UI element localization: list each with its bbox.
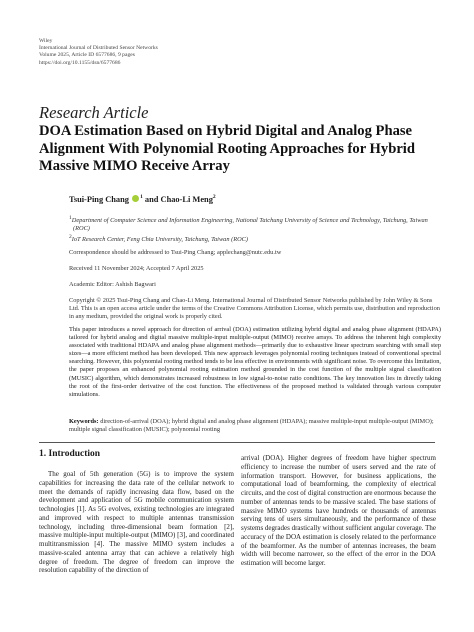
intro-right-column: arrival (DOA). Higher degrees of freedom have higher spectrum efficiency to increase the number of users served and the rate of information transport. However, for business applications, the computational load of beamforming, the complexity of electrical circuits, and the cost of digital construction are enormous because the number of antennas tends to be massive scaled. The base stations of massive MIMO systems have hundreds or thousands of antennas serving tens of users simultaneously, and the performance of these systems degrades drastically without sufficient angular coverage. The accuracy of the DOA estimation is closely related to the performance of the beamformer. As the number of antennas increases, the beam width will become narrower, so the effect of the error in the DOA estimation will become larger. [241, 454, 436, 567]
author-name[interactable]: Chao-Li Meng [160, 194, 213, 204]
correspondence: Correspondence should be addressed to Tsui-Ping Chang; applechang@nutc.edu.tw [69, 249, 282, 256]
divider [39, 442, 435, 443]
keywords [69, 418, 441, 434]
doi-link[interactable]: https://doi.org/10.1155/dsn/6577686 [39, 59, 121, 66]
author-affiliation-mark: 1 [140, 194, 143, 200]
keywords-text: direction-of-arrival (DOA); hybrid digital and analog phase alignment (HDAPA); massive multiple-input multiple-output (MIMO); multiple signal classification (MUSIC); polynomial rooting [69, 418, 434, 434]
keywords-label: Keywords: [69, 418, 99, 425]
abstract: This paper introduces a novel approach for direction of arrival (DOA) estimation utilizing hybrid digital and analog phase alignment (HDAPA) tailored for hybrid analog and digital massive multiple-input multiple-output (MIMO) receive arrays. To address the inherent high complexity associated with traditional HDAPA and analog phase alignment methods—primarily due to exhaustive linear spectrum searching with small step sizes—a more efficient method has been developed. This new approach leverages polynomial rooting techniques instead of conventional spectral searching. However, this polynomial rooting method tends to be less effective in environments with significant noise. To overcome this limitation, the paper proposes an enhanced polynomial rooting estimation method grounded in the cost function of the multiple signal classification (MUSIC) algorithm, which demonstrates increased robustness in low signal-to-noise ratio conditions. The key innovation lies in directly taking the root of the first-order derivative of the cost function. The effectiveness of the proposed method is validated through various computer simulations. [69, 326, 441, 398]
section-heading: 1. Introduction [39, 449, 101, 459]
author-line [69, 194, 216, 204]
affiliation-mark: 1 [69, 215, 72, 221]
volume-line: Volume 2025, Article ID 6577686, 9 pages [39, 52, 135, 59]
publisher: Wiley [39, 38, 53, 44]
copyright: Copyright © 2025 Tsui-Ping Chang and Chao-Li Meng. International Journal of Distributed Sensor Networks published by John Wiley & Sons Ltd. This is an open access article under the terms of the Creative Commons Attribution License, which permits use, distribution and reproduction in any medium, provided the original work is properly cited. [69, 297, 440, 321]
academic-editor: Academic Editor: Ashish Bagwari [69, 281, 156, 288]
journal-header [39, 38, 158, 67]
affiliation-text: Department of Computer Science and Information Engineering, National Taichung University of Science and Technology, Taichung, Taiwan (ROC) [71, 217, 428, 233]
affiliation-text: IoT Research Center, Feng Chia University, Taichung, Taiwan (ROC) [71, 236, 249, 244]
dates: Received 11 November 2024; Accepted 7 April 2025 [69, 265, 204, 272]
affiliation-mark: 2 [69, 234, 72, 241]
article-type: Research Article [39, 103, 149, 122]
author-affiliation-mark: 2 [212, 194, 216, 200]
affiliation [69, 214, 441, 233]
author-name[interactable]: Tsui-Ping Chang [69, 194, 129, 204]
affiliations [69, 214, 441, 245]
author-conjunction: and [144, 194, 159, 204]
paper-title: DOA Estimation Based on Hybrid Digital and Analog Phase Alignment With Polynomial Rooting Approaches for Hybrid Massive MIMO Receive Array [39, 123, 415, 175]
orcid-icon[interactable] [132, 195, 139, 202]
affiliation [69, 233, 441, 244]
journal-name: International Journal of Distributed Sensor Networks [39, 45, 158, 52]
intro-left-column: The goal of 5th generation (5G) is to improve the system capabilities for increasing the data rate of the cellular network to meet the demands of rapidly increasing data flow, based on the development and application of 5G mobile communication system technologies [1]. As 5G evolves, existing technologies are integrated and improved with respect to multiple antennas transmission technology, including three-dimensional beam formation [2], massive multiple-input multiple-output (MIMO) [3], and coordinated multitransmission [4]. The massive MIMO system includes a massive-scaled antenna array that can achieve a relatively high degree of freedom. The degree of freedom can improve the resolution capability of the direction of [39, 470, 234, 575]
